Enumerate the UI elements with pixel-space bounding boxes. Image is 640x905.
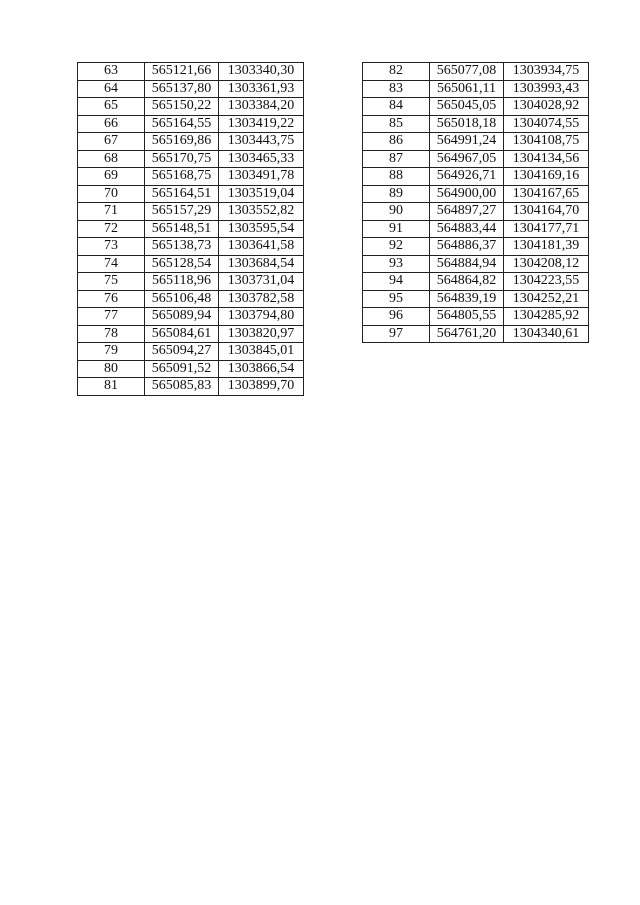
- table-row: [363, 290, 589, 308]
- table-row: [78, 63, 304, 81]
- table-row: [363, 150, 589, 168]
- coordinates-table-right: [362, 62, 589, 343]
- y-coordinate-cell: 1304340,61: [504, 325, 589, 343]
- x-coordinate-cell: 565045,05: [430, 98, 504, 116]
- x-coordinate-cell: 565091,52: [145, 360, 219, 378]
- x-coordinate-cell: 564884,94: [430, 255, 504, 273]
- table-row: [363, 133, 589, 151]
- point-number-cell: 69: [78, 168, 145, 186]
- y-coordinate-cell: 1303552,82: [219, 203, 304, 221]
- y-coordinate-cell: 1304167,65: [504, 185, 589, 203]
- y-coordinate-cell: 1303782,58: [219, 290, 304, 308]
- point-number-cell: 73: [78, 238, 145, 256]
- point-number-cell: 63: [78, 63, 145, 81]
- table-row: [78, 378, 304, 396]
- y-coordinate-cell: 1304285,92: [504, 308, 589, 326]
- point-number-cell: 82: [363, 63, 430, 81]
- x-coordinate-cell: 564761,20: [430, 325, 504, 343]
- point-number-cell: 67: [78, 133, 145, 151]
- x-coordinate-cell: 565121,66: [145, 63, 219, 81]
- x-coordinate-cell: 565018,18: [430, 115, 504, 133]
- y-coordinate-cell: 1303684,54: [219, 255, 304, 273]
- table-row: [363, 185, 589, 203]
- y-coordinate-cell: 1303384,20: [219, 98, 304, 116]
- point-number-cell: 71: [78, 203, 145, 221]
- x-coordinate-cell: 565089,94: [145, 308, 219, 326]
- point-number-cell: 77: [78, 308, 145, 326]
- point-number-cell: 68: [78, 150, 145, 168]
- y-coordinate-cell: 1304164,70: [504, 203, 589, 221]
- point-number-cell: 95: [363, 290, 430, 308]
- table-row: [78, 133, 304, 151]
- x-coordinate-cell: 565106,48: [145, 290, 219, 308]
- table-row: [363, 98, 589, 116]
- x-coordinate-cell: 565138,73: [145, 238, 219, 256]
- x-coordinate-cell: 564991,24: [430, 133, 504, 151]
- y-coordinate-cell: 1303419,22: [219, 115, 304, 133]
- point-number-cell: 96: [363, 308, 430, 326]
- point-number-cell: 64: [78, 80, 145, 98]
- y-coordinate-cell: 1304252,21: [504, 290, 589, 308]
- table-row: [78, 185, 304, 203]
- y-coordinate-cell: 1303641,58: [219, 238, 304, 256]
- table-row: [363, 168, 589, 186]
- point-number-cell: 97: [363, 325, 430, 343]
- table-row: [78, 220, 304, 238]
- table-row: [78, 150, 304, 168]
- x-coordinate-cell: 564900,00: [430, 185, 504, 203]
- y-coordinate-cell: 1304177,71: [504, 220, 589, 238]
- table-row: [363, 115, 589, 133]
- x-coordinate-cell: 565164,55: [145, 115, 219, 133]
- y-coordinate-cell: 1303845,01: [219, 343, 304, 361]
- point-number-cell: 72: [78, 220, 145, 238]
- table-row: [363, 308, 589, 326]
- table-row: [78, 98, 304, 116]
- point-number-cell: 66: [78, 115, 145, 133]
- table-row: [78, 255, 304, 273]
- y-coordinate-cell: 1303993,43: [504, 80, 589, 98]
- point-number-cell: 79: [78, 343, 145, 361]
- point-number-cell: 70: [78, 185, 145, 203]
- y-coordinate-cell: 1304208,12: [504, 255, 589, 273]
- point-number-cell: 75: [78, 273, 145, 291]
- x-coordinate-cell: 565170,75: [145, 150, 219, 168]
- x-coordinate-cell: 565150,22: [145, 98, 219, 116]
- y-coordinate-cell: 1304223,55: [504, 273, 589, 291]
- x-coordinate-cell: 565094,27: [145, 343, 219, 361]
- x-coordinate-cell: 565084,61: [145, 325, 219, 343]
- x-coordinate-cell: 565169,86: [145, 133, 219, 151]
- point-number-cell: 74: [78, 255, 145, 273]
- table-row: [78, 343, 304, 361]
- x-coordinate-cell: 565168,75: [145, 168, 219, 186]
- x-coordinate-cell: 565164,51: [145, 185, 219, 203]
- y-coordinate-cell: 1304169,16: [504, 168, 589, 186]
- y-coordinate-cell: 1303731,04: [219, 273, 304, 291]
- y-coordinate-cell: 1303340,30: [219, 63, 304, 81]
- y-coordinate-cell: 1303794,80: [219, 308, 304, 326]
- x-coordinate-cell: 564839,19: [430, 290, 504, 308]
- coordinates-table-left: [77, 62, 304, 396]
- x-coordinate-cell: 564897,27: [430, 203, 504, 221]
- y-coordinate-cell: 1303443,75: [219, 133, 304, 151]
- y-coordinate-cell: 1304028,92: [504, 98, 589, 116]
- table-row: [363, 255, 589, 273]
- y-coordinate-cell: 1303519,04: [219, 185, 304, 203]
- x-coordinate-cell: 564967,05: [430, 150, 504, 168]
- x-coordinate-cell: 565148,51: [145, 220, 219, 238]
- y-coordinate-cell: 1303866,54: [219, 360, 304, 378]
- table-row: [363, 273, 589, 291]
- x-coordinate-cell: 564883,44: [430, 220, 504, 238]
- table-row: [78, 325, 304, 343]
- x-coordinate-cell: 565118,96: [145, 273, 219, 291]
- point-number-cell: 90: [363, 203, 430, 221]
- point-number-cell: 81: [78, 378, 145, 396]
- point-number-cell: 76: [78, 290, 145, 308]
- point-number-cell: 85: [363, 115, 430, 133]
- y-coordinate-cell: 1304074,55: [504, 115, 589, 133]
- x-coordinate-cell: 564926,71: [430, 168, 504, 186]
- point-number-cell: 83: [363, 80, 430, 98]
- table-row: [363, 63, 589, 81]
- point-number-cell: 87: [363, 150, 430, 168]
- x-coordinate-cell: 565128,54: [145, 255, 219, 273]
- x-coordinate-cell: 565061,11: [430, 80, 504, 98]
- point-number-cell: 78: [78, 325, 145, 343]
- x-coordinate-cell: 564805,55: [430, 308, 504, 326]
- table-row: [78, 290, 304, 308]
- point-number-cell: 80: [78, 360, 145, 378]
- y-coordinate-cell: 1303491,78: [219, 168, 304, 186]
- point-number-cell: 92: [363, 238, 430, 256]
- point-number-cell: 86: [363, 133, 430, 151]
- x-coordinate-cell: 565085,83: [145, 378, 219, 396]
- table-row: [363, 203, 589, 221]
- y-coordinate-cell: 1303361,93: [219, 80, 304, 98]
- table-row: [78, 308, 304, 326]
- table-row: [78, 203, 304, 221]
- table-row: [78, 115, 304, 133]
- point-number-cell: 94: [363, 273, 430, 291]
- table-row: [78, 273, 304, 291]
- y-coordinate-cell: 1303820,97: [219, 325, 304, 343]
- y-coordinate-cell: 1304181,39: [504, 238, 589, 256]
- table-row: [78, 80, 304, 98]
- table-row: [363, 220, 589, 238]
- y-coordinate-cell: 1304108,75: [504, 133, 589, 151]
- y-coordinate-cell: 1303465,33: [219, 150, 304, 168]
- table-row: [363, 238, 589, 256]
- table-row: [78, 168, 304, 186]
- point-number-cell: 89: [363, 185, 430, 203]
- point-number-cell: 84: [363, 98, 430, 116]
- point-number-cell: 91: [363, 220, 430, 238]
- point-number-cell: 93: [363, 255, 430, 273]
- y-coordinate-cell: 1303899,70: [219, 378, 304, 396]
- x-coordinate-cell: 564886,37: [430, 238, 504, 256]
- y-coordinate-cell: 1303595,54: [219, 220, 304, 238]
- x-coordinate-cell: 564864,82: [430, 273, 504, 291]
- table-row: [78, 238, 304, 256]
- table-row: [363, 325, 589, 343]
- point-number-cell: 65: [78, 98, 145, 116]
- y-coordinate-cell: 1303934,75: [504, 63, 589, 81]
- x-coordinate-cell: 565137,80: [145, 80, 219, 98]
- point-number-cell: 88: [363, 168, 430, 186]
- x-coordinate-cell: 565077,08: [430, 63, 504, 81]
- table-row: [363, 80, 589, 98]
- x-coordinate-cell: 565157,29: [145, 203, 219, 221]
- y-coordinate-cell: 1304134,56: [504, 150, 589, 168]
- table-row: [78, 360, 304, 378]
